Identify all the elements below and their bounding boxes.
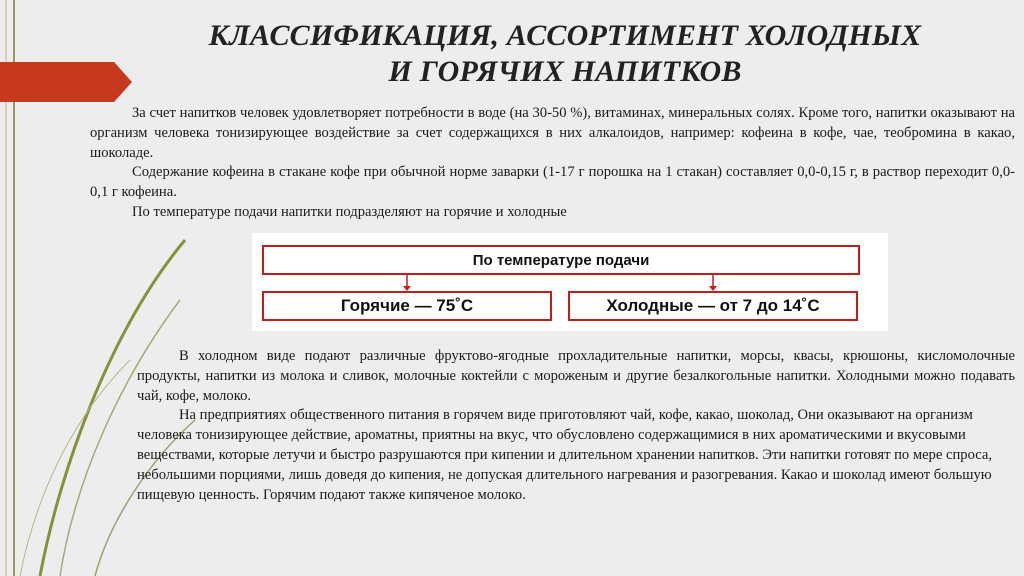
details-paragraph-2: На предприятиях общественного питания в горячем виде приготовляют чай, кофе, какао, шоколад, Они оказывают на организм человека тонизирующее действие, ароматны, приятны на вкус, что обусловлено содержащимися в них ароматическими и вкусовыми веществами, которые летучи и быстро разрушаются при кипении и длительном хранении напитков. Эти напитки готовят по мере спроса, небольшими порциями, лишь доведя до кипения, не допуская длительного нагревания и разогревания. Какао и шоколад имеют большую пищевую ценность. Горячим подают также кипяченое молоко. <box>137 407 993 503</box>
details-paragraph-1: В холодном виде подают различные фруктово-ягодные прохладительные напитки, морсы, квасы, крюшоны, кисломолочные продукты, напитки из молока и сливок, молочные коктейли с мороженым и другие безалкогольные напитки. Холодными можно подавать чай, кофе, молоко. <box>137 348 1015 404</box>
intro-paragraph-3: По температуре подачи напитки подразделяют на горячие и холодные <box>132 203 567 220</box>
diagram-hot-box: Горячие — 75˚С <box>262 291 552 321</box>
diagram-root-box: По температуре подачи <box>262 245 860 275</box>
intro-paragraph-2: Содержание кофеина в стакане кофе при обычной норме заварки (1-17 г порошка на 1 стакан) составляет 0,0-0,15 г, в раствор переходит 0,0-0,1 г кофеина. <box>90 164 1015 201</box>
title-line-2: И ГОРЯЧИХ НАПИТКОВ <box>388 55 742 88</box>
title-line-1: КЛАССИФИКАЦИЯ, АССОРТИМЕНТ ХОЛОДНЫХ <box>208 19 922 52</box>
details-text <box>137 347 1015 505</box>
intro-paragraph-1: За счет напитков человек удовлетворяет потребности в воде (на 30-50 %), витаминах, минеральных солях. Кроме того, напитки оказывают на организм человека тонизирующее воздействие за счет содержащихся в них алкалоидов, например: кофеина в кофе, чае, теобромина в какао, шоколаде. <box>90 105 1015 161</box>
diagram-cold-box: Холодные — от 7 до 14˚С <box>568 291 858 321</box>
page-title <box>150 18 980 90</box>
temperature-diagram <box>252 233 888 331</box>
red-accent-tab <box>0 62 132 102</box>
stem-curve <box>20 360 130 576</box>
intro-text <box>90 104 1015 223</box>
